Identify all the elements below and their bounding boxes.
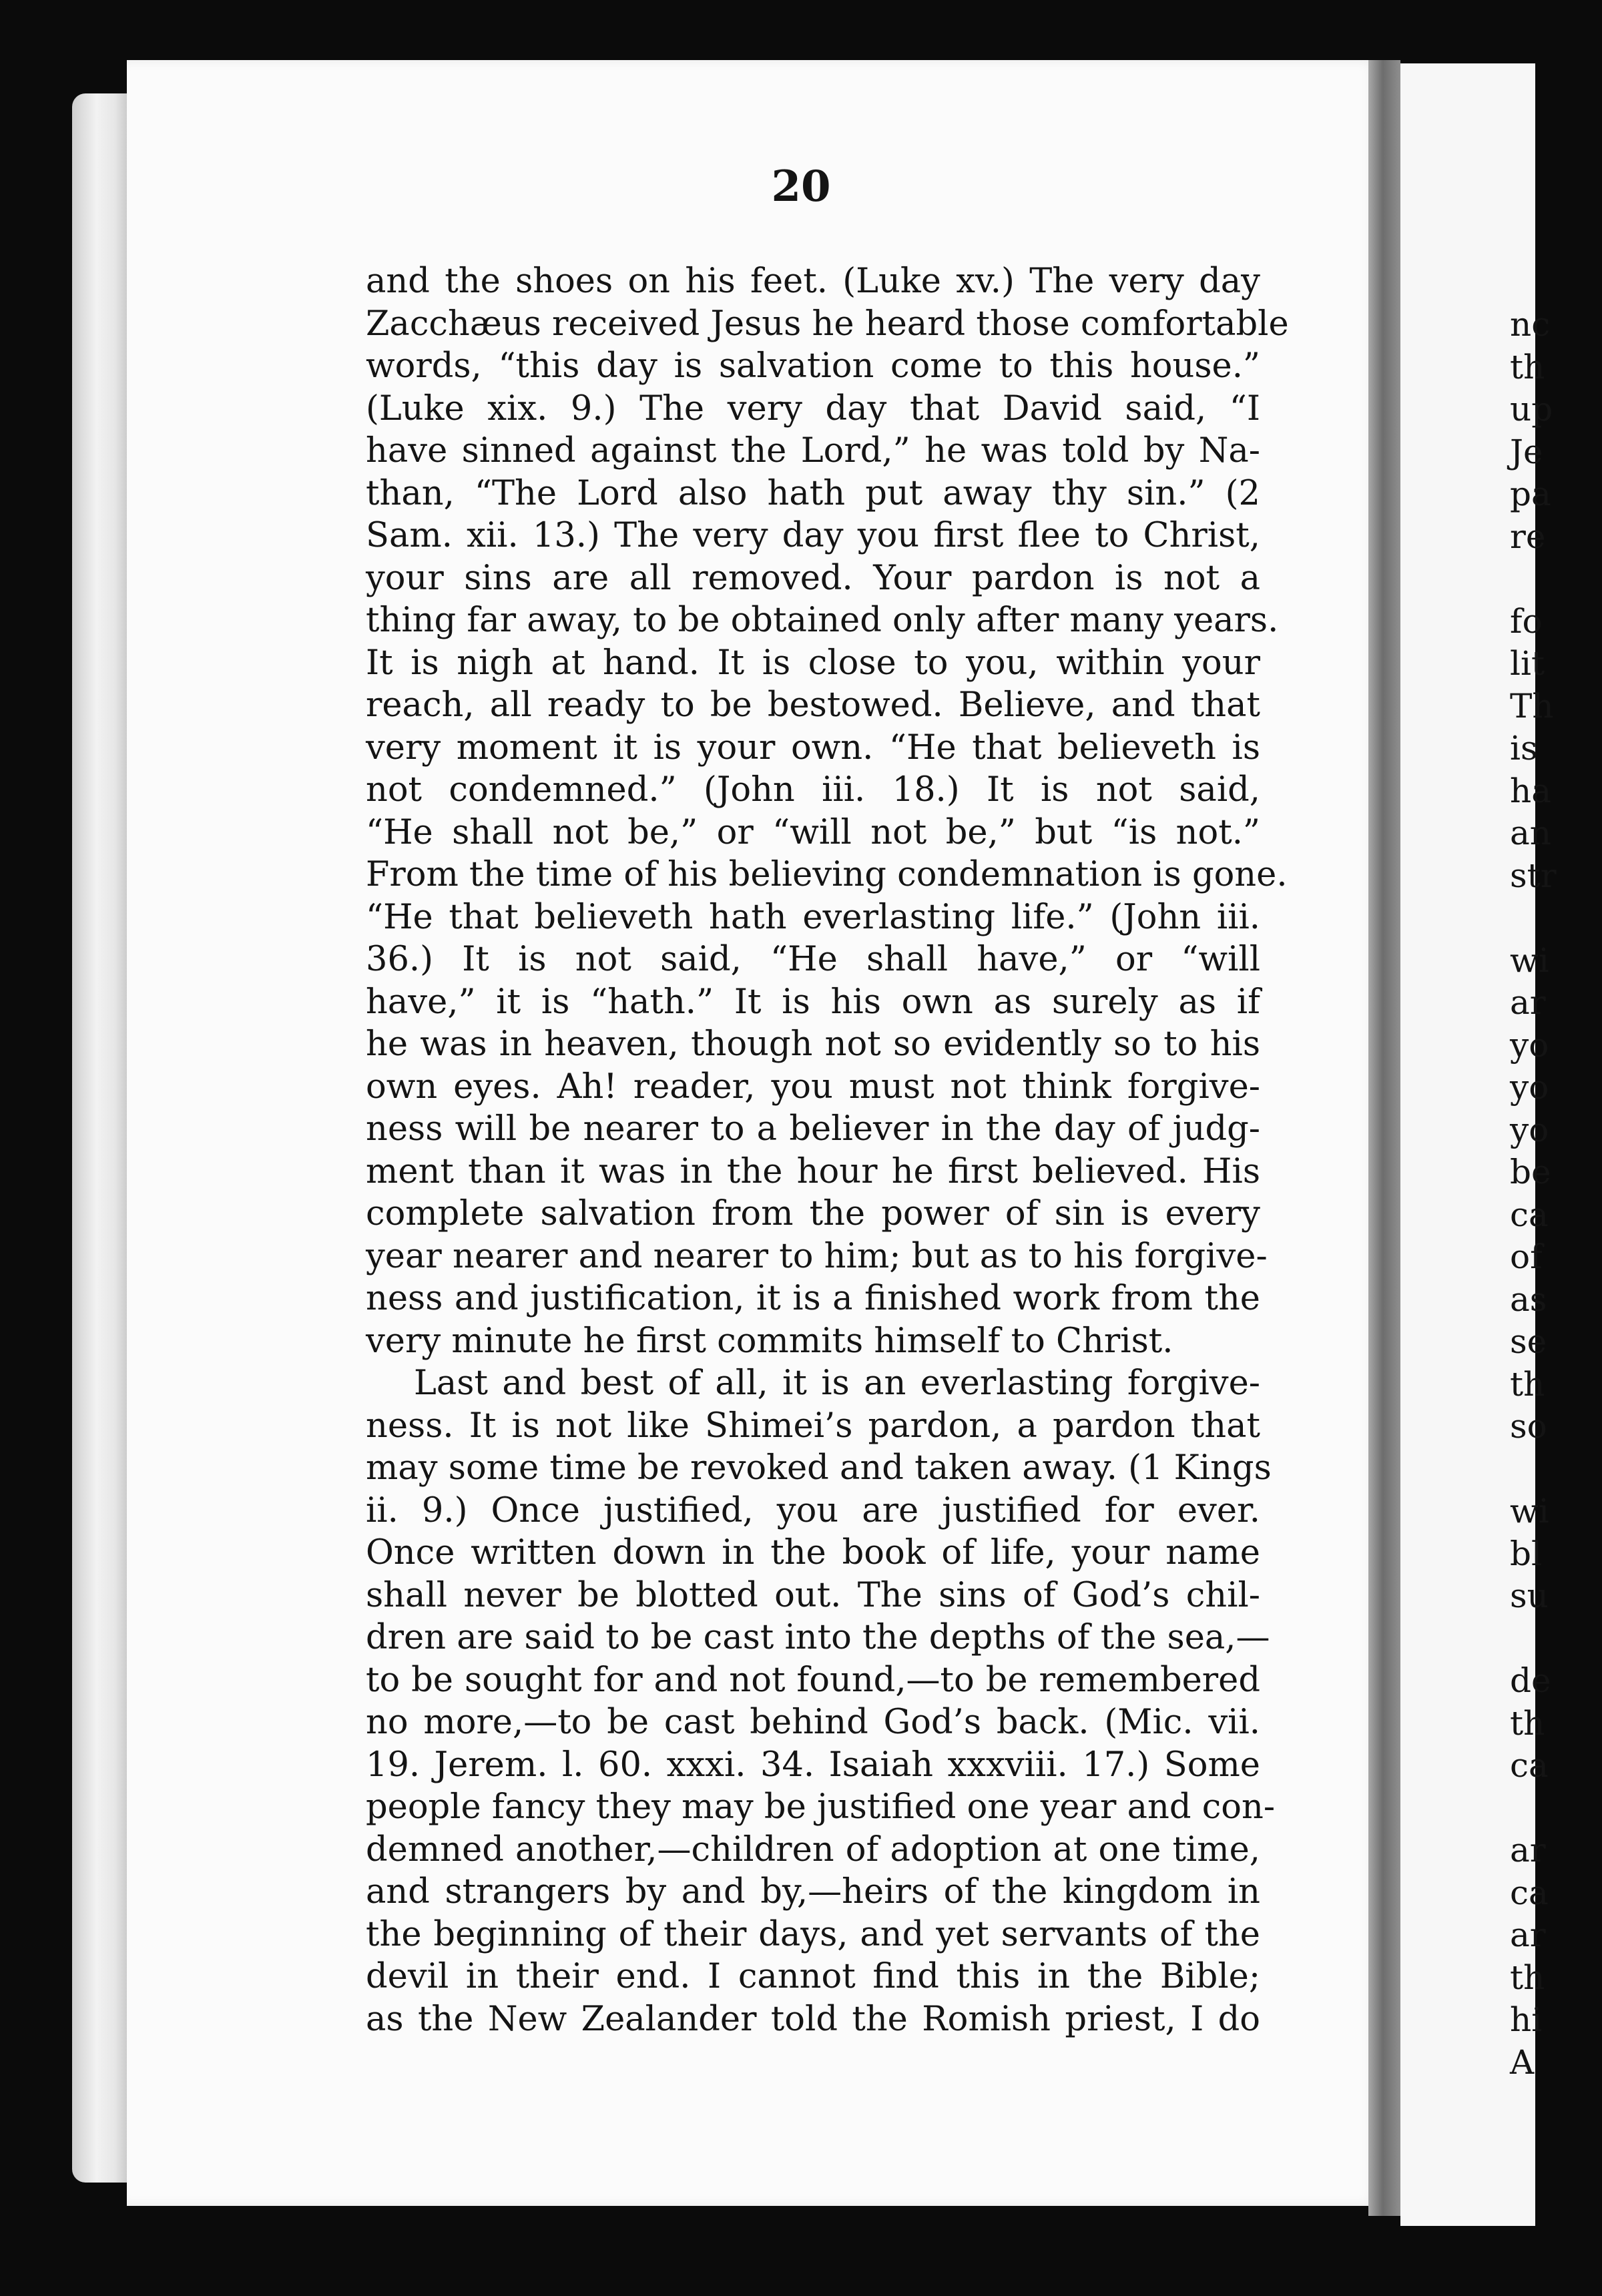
facing-fragment: yo xyxy=(1510,1025,1549,1065)
text-line: than, “The Lord also hath put away thy sin.” (2 xyxy=(366,473,1260,513)
text-line: may some time be revoked and taken away. (1 Kings xyxy=(366,1448,1272,1488)
facing-gap xyxy=(1510,1448,1550,1491)
text-line: Zacchæus received Jesus he heard those comfortable xyxy=(366,304,1289,344)
facing-fragment: as xyxy=(1510,1279,1547,1319)
text-line: dren are said to be cast into the depths of the sea,— xyxy=(366,1618,1270,1657)
facing-gap xyxy=(1510,1618,1550,1661)
facing-gap xyxy=(1510,897,1550,940)
facing-fragment: bl xyxy=(1510,1534,1542,1573)
text-line: as the New Zealander told the Romish priest, I do xyxy=(366,1999,1260,2039)
text-line: (Luke xix. 9.) The very day that David said, “I xyxy=(366,388,1260,428)
facing-fragment: wi xyxy=(1510,940,1549,980)
text-line: ness will be nearer to a believer in the day of judg- xyxy=(366,1109,1260,1149)
text-line: 36.) It is not said, “He shall have,” or “will xyxy=(366,940,1260,979)
text-line: Once written down in the book of life, your name xyxy=(366,1533,1260,1572)
text-line: reach, all ready to be bestowed. Believe, and that xyxy=(366,685,1260,725)
text-line: your sins are all removed. Your pardon is not a xyxy=(366,558,1260,598)
text-line: It is nigh at hand. It is close to you, within your xyxy=(366,643,1260,683)
facing-fragment: yo xyxy=(1510,1068,1549,1107)
text-line: words, “this day is salvation come to this house.” xyxy=(366,346,1260,386)
facing-fragment: re xyxy=(1510,517,1546,556)
text-line: “He shall not be,” or “will not be,” but “is not.” xyxy=(366,812,1260,852)
body-text xyxy=(366,260,1289,2040)
text-line: very minute he first commits himself to Christ. xyxy=(366,1321,1173,1361)
text-line: have,” it is “hath.” It is his own as surely as if xyxy=(366,982,1260,1022)
text-line: own eyes. Ah! reader, you must not think forgive- xyxy=(366,1067,1260,1107)
facing-page-fragments xyxy=(1510,304,1557,2084)
facing-fragment: wi xyxy=(1510,1492,1549,1530)
text-line: the beginning of their days, and yet servants of the xyxy=(366,1914,1260,1954)
facing-fragment: hi xyxy=(1510,2000,1543,2039)
text-line: ii. 9.) Once justified, you are justified for ever. xyxy=(366,1490,1260,1530)
page-number: 20 xyxy=(771,162,831,212)
text-line: year nearer and nearer to him; but as to his forgive- xyxy=(366,1236,1268,1276)
text-line: “He that believeth hath everlasting life.” (John iii. xyxy=(366,897,1260,937)
facing-fragment: ar xyxy=(1510,1916,1546,1954)
text-line: ness and justification, it is a finished work from the xyxy=(366,1279,1260,1318)
text-line: ness. It is not like Shimei’s pardon, a pardon that xyxy=(366,1406,1260,1446)
facing-fragment: ca xyxy=(1510,1873,1549,1912)
text-line: From the time of his believing condemnation is gone. xyxy=(366,855,1288,894)
text-line: complete salvation from the power of sin is every xyxy=(366,1194,1260,1233)
text-line: and the shoes on his feet. (Luke xv.) The very day xyxy=(366,262,1260,301)
facing-fragment: nc xyxy=(1510,305,1551,344)
facing-fragment: fo xyxy=(1510,601,1543,641)
facing-fragment: yo xyxy=(1510,1110,1549,1149)
page-edge-stack xyxy=(72,93,134,2183)
facing-fragment: up xyxy=(1510,390,1553,428)
facing-fragment: de xyxy=(1510,1661,1551,1700)
binding-gutter xyxy=(1368,60,1400,2216)
facing-fragment: th xyxy=(1510,1958,1545,1997)
facing-fragment: ar xyxy=(1510,983,1546,1022)
facing-fragment: ar xyxy=(1510,1831,1546,1870)
facing-fragment: be xyxy=(1510,1153,1551,1191)
facing-fragment: is xyxy=(1510,729,1538,768)
facing-gap xyxy=(1510,558,1550,601)
facing-fragment: th xyxy=(1510,1364,1545,1404)
facing-fragment: pa xyxy=(1510,475,1551,513)
facing-fragment: ha xyxy=(1510,771,1552,810)
facing-fragment: th xyxy=(1510,347,1545,386)
text-line: have sinned against the Lord,” he was told by Na- xyxy=(366,431,1260,471)
text-line: to be sought for and not found,—to be remembered xyxy=(366,1660,1260,1700)
text-line: and strangers by and by,—heirs of the kingdom in xyxy=(366,1872,1260,1912)
facing-gap xyxy=(1510,1787,1550,1830)
facing-fragment: se xyxy=(1510,1322,1547,1361)
facing-fragment: lit xyxy=(1510,644,1545,683)
text-line: people fancy they may be justified one year and con- xyxy=(366,1787,1276,1827)
text-line: no more,—to be cast behind God’s back. (Mic. vii. xyxy=(366,1703,1260,1742)
text-line: Sam. xii. 13.) The very day you first flee to Christ, xyxy=(366,516,1260,555)
facing-fragment: ca xyxy=(1510,1746,1549,1785)
facing-fragment: su xyxy=(1510,1576,1549,1615)
text-line: 19. Jerem. l. 60. xxxi. 34. Isaiah xxxviii. 17.) Some xyxy=(366,1745,1260,1785)
facing-fragment: Th xyxy=(1510,686,1554,726)
paragraph-start-line: Last and best of all, it is an everlasting forgive- xyxy=(414,1364,1260,1403)
facing-fragment: an xyxy=(1510,814,1552,852)
facing-fragment: Je xyxy=(1510,432,1543,471)
text-line: very moment it is your own. “He that believeth is xyxy=(366,728,1260,768)
text-line: demned another,—children of adoption at one time, xyxy=(366,1829,1260,1870)
facing-fragment: of xyxy=(1510,1237,1543,1276)
text-line: he was in heaven, though not so evidently so to his xyxy=(366,1025,1260,1064)
text-line: ment than it was in the hour he first believed. His xyxy=(366,1151,1260,1191)
facing-fragment: ca xyxy=(1510,1195,1549,1234)
facing-fragment: str xyxy=(1510,856,1557,895)
text-line: not condemned.” (John iii. 18.) It is not said, xyxy=(366,770,1260,810)
text-line: thing far away, to be obtained only after many years. xyxy=(366,601,1279,640)
text-line: shall never be blotted out. The sins of God’s chil- xyxy=(366,1575,1260,1615)
facing-fragment: th xyxy=(1510,1703,1545,1743)
facing-fragment: A xyxy=(1510,2042,1535,2082)
facing-fragment: so xyxy=(1510,1407,1547,1446)
text-line: devil in their end. I cannot find this in the Bible; xyxy=(366,1957,1260,1996)
